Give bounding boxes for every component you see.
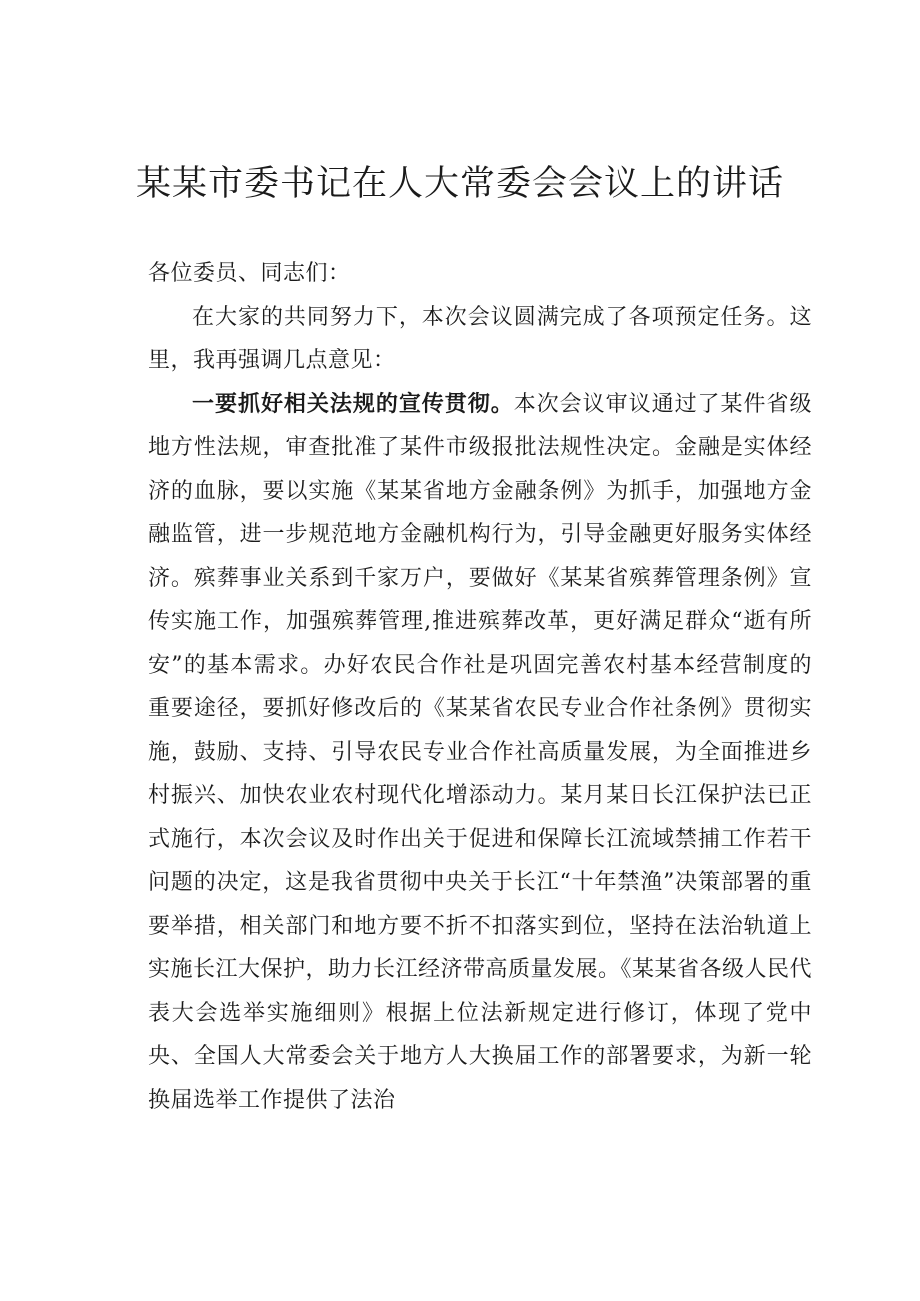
paragraph-point-one xyxy=(148,383,812,1123)
document-body xyxy=(148,252,812,1122)
paragraph-point-one-text: 本次会议审议通过了某件省级地方性法规，审查批准了某件市级报批法规性决定。金融是实体经济的血脉，要以实施《某某省地方金融条例》为抓手，加强地方金融监管，进一步规范地方金融机构行为，引导金融更好服务实体经济。殡葬事业关系到千家万户，要做好《某某省殡葬管理条例》宣传实施工作，加强殡葬管理,推进殡葬改革，更好满足群众“逝有所安”的基本需求。办好农民合作社是巩固完善农村基本经营制度的重要途径，要抓好修改后的《某某省农民专业合作社条例》贯彻实施，鼓励、支持、引导农民专业合作社高质量发展，为全面推进乡村振兴、加快农业农村现代化增添动力。某月某日长江保护法已正式施行，本次会议及时作出关于促进和保障长江流域禁捕工作若干问题的决定，这是我省贯彻中央关于长江“十年禁渔”决策部署的重要举措，相关部门和地方要不折不扣落实到位，坚持在法治轨道上实施长江大保护，助力长江经济带高质量发展。《某某省各级人民代表大会选举实施细则》根据上位法新规定进行修订，体现了党中央、全国人大常委会关于地方人大换届工作的部署要求，为新一轮换届选举工作提供了法治 xyxy=(148,391,813,1113)
paragraph-intro-text: 在大家的共同努力下，本次会议圆满完成了各项预定任务。这里，我再强调几点意见： xyxy=(148,304,812,373)
paragraph-intro xyxy=(148,296,812,383)
paragraph-lead-heading: 一要抓好相关法规的宣传贯彻。 xyxy=(192,390,514,417)
salutation: 各位委员、同志们： xyxy=(148,261,351,286)
document-title: 某某市委书记在人大常委会会议上的讲话 xyxy=(135,164,784,204)
